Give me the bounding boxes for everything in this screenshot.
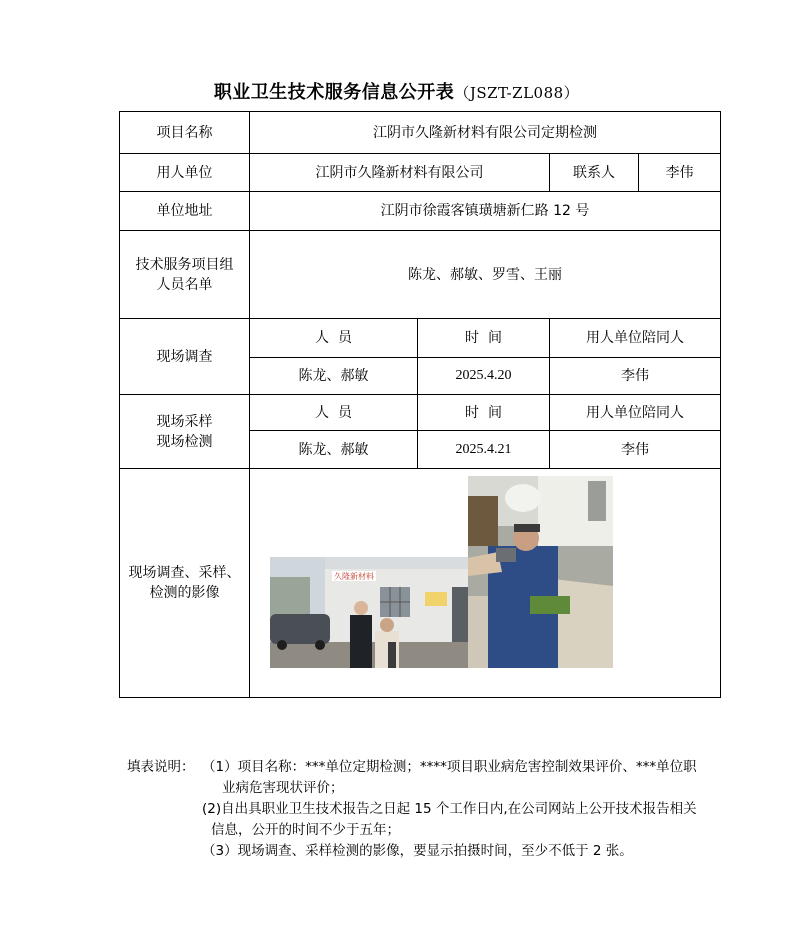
note-item-1-line1: （1）项目名称：***单位定期检测；****项目职业病危害控制效果评价、***单位职 xyxy=(202,759,697,775)
team-label-line2: 人员名单 xyxy=(156,276,213,293)
row-project-name xyxy=(120,112,721,154)
project-name-value: 江阴市久隆新材料有限公司定期检测 xyxy=(250,112,721,154)
onsite-sampling-image xyxy=(468,476,613,668)
employer-value: 江阴市久隆新材料有限公司 xyxy=(250,154,550,192)
images-label xyxy=(120,469,250,698)
team-value: 陈龙、郝敏、罗雪、王丽 xyxy=(250,231,721,319)
contact-value: 李伟 xyxy=(639,154,721,192)
note-item-1-line2: 业病危害现状评价； xyxy=(222,780,344,796)
images-label-line1: 现场调查、采样、 xyxy=(128,565,241,581)
notes-label: 填表说明： xyxy=(127,759,195,775)
project-name-label: 项目名称 xyxy=(120,112,250,154)
row-survey-header xyxy=(120,319,721,358)
survey-col-personnel: 人 员 xyxy=(250,319,418,358)
note-item-2 xyxy=(127,799,727,841)
team-label xyxy=(120,231,250,319)
images-cell xyxy=(250,469,721,698)
photo-onsite-sampling xyxy=(468,476,613,668)
info-table xyxy=(119,111,721,698)
row-images xyxy=(120,469,721,698)
title-main: 职业卫生技术服务信息公开表 xyxy=(213,82,455,103)
contact-label: 联系人 xyxy=(550,154,639,192)
sampling-time: 2025.4.21 xyxy=(418,431,550,469)
note-item-3 xyxy=(127,841,727,862)
sampling-col-escort: 用人单位陪同人 xyxy=(550,395,721,431)
employer-label: 用人单位 xyxy=(120,154,250,192)
sampling-label-line2: 现场检测 xyxy=(156,433,213,450)
note-item-2-line2: 信息，公开的时间不少于五年； xyxy=(211,822,400,838)
survey-label: 现场调查 xyxy=(120,319,250,395)
survey-col-escort: 用人单位陪同人 xyxy=(550,319,721,358)
sampling-label xyxy=(120,395,250,469)
survey-col-time: 时 间 xyxy=(418,319,550,358)
survey-time: 2025.4.20 xyxy=(418,358,550,395)
photos-container xyxy=(250,469,720,697)
survey-escort: 李伟 xyxy=(550,358,721,395)
photo-factory-exterior xyxy=(270,557,468,668)
title-code: （JSZT-ZL088） xyxy=(454,84,580,102)
team-label-line1: 技术服务项目组 xyxy=(135,256,234,273)
row-sampling-header xyxy=(120,395,721,431)
note-item-2-line1: (2)自出具职业卫生技术报告之日起 15 个工作日内,在公司网站上公开技术报告相关 xyxy=(202,801,697,817)
row-address xyxy=(120,192,721,231)
row-employer xyxy=(120,154,721,192)
sampling-col-personnel: 人 员 xyxy=(250,395,418,431)
note-item-1 xyxy=(127,757,727,799)
survey-personnel: 陈龙、郝敏 xyxy=(250,358,418,395)
row-team xyxy=(120,231,721,319)
sampling-personnel: 陈龙、郝敏 xyxy=(250,431,418,469)
address-label: 单位地址 xyxy=(120,192,250,231)
factory-exterior-image xyxy=(270,557,468,668)
fill-instructions xyxy=(127,757,727,862)
page-title xyxy=(0,78,793,104)
note-item-3-text: （3）现场调查、采样检测的影像，要显示拍摄时间，至少不低于 2 张。 xyxy=(202,843,633,859)
sampling-col-time: 时 间 xyxy=(418,395,550,431)
images-label-line2: 检测的影像 xyxy=(149,585,220,601)
sampling-label-line1: 现场采样 xyxy=(156,413,213,430)
factory-sign-text: 久隆新材料 xyxy=(334,572,374,581)
sampling-escort: 李伟 xyxy=(550,431,721,469)
address-value: 江阴市徐霞客镇璜塘新仁路 12 号 xyxy=(250,192,721,231)
